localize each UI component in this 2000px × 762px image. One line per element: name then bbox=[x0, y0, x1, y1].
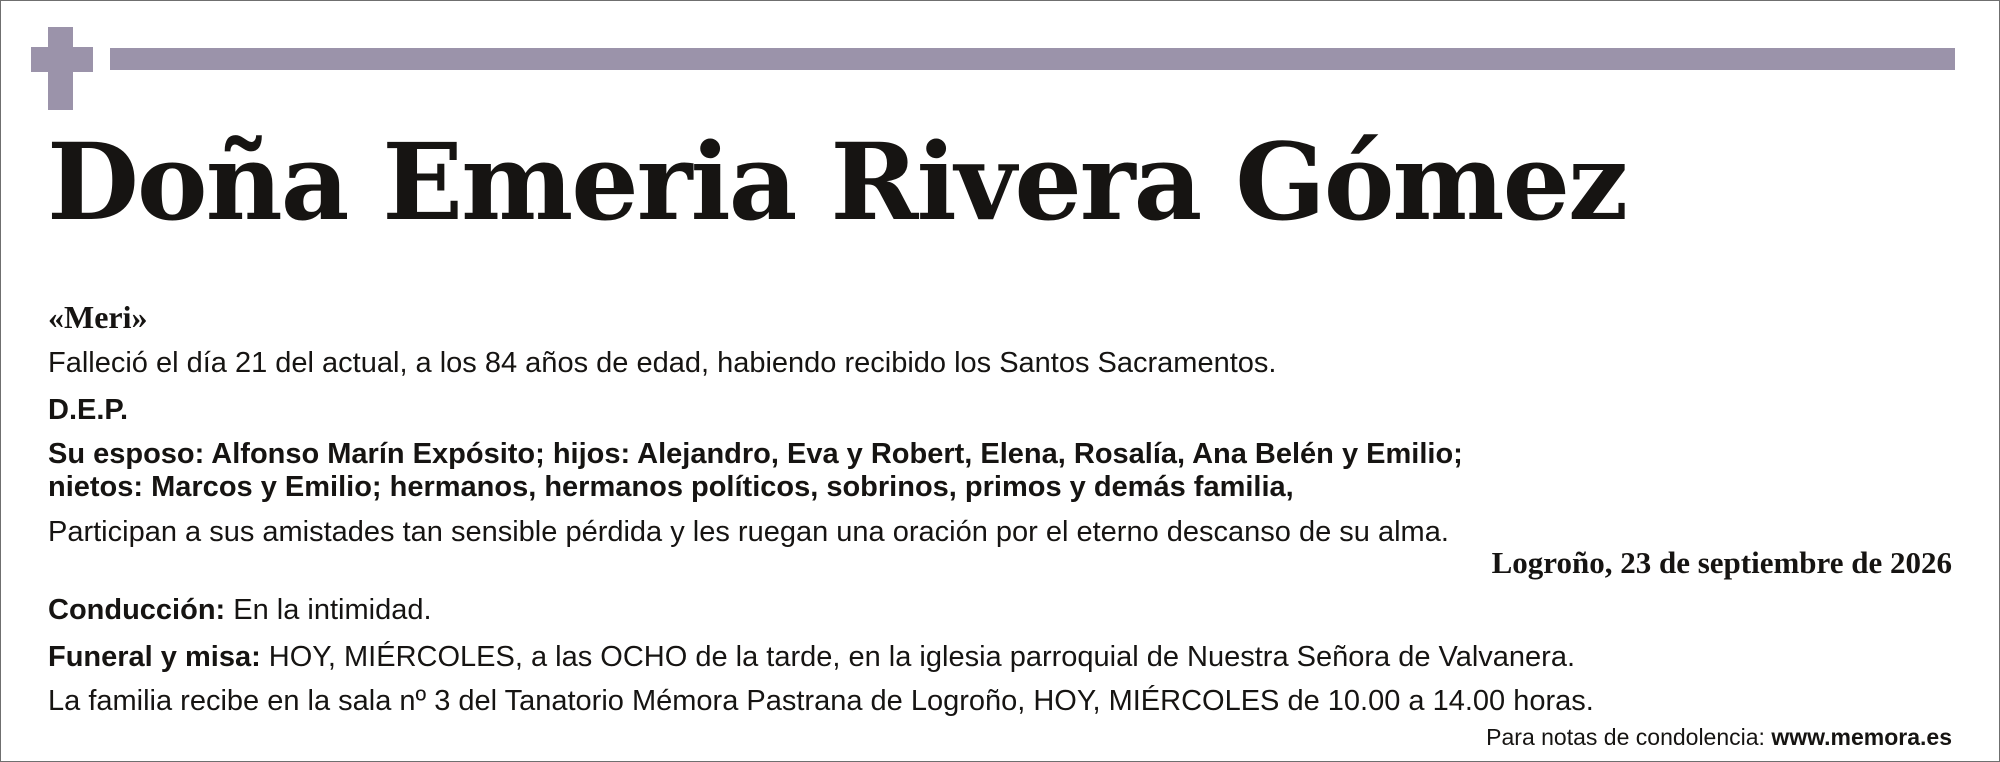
header-rule bbox=[110, 48, 1955, 70]
conduccion-label: Conducción: bbox=[48, 594, 226, 626]
condolence-label: Para notas de condolencia: bbox=[1486, 724, 1772, 750]
deceased-nickname: «Meri» bbox=[48, 299, 148, 335]
condolence-link[interactable]: www.memora.es bbox=[1771, 724, 1952, 750]
wake-info: La familia recibe en la sala nº 3 del Tanatorio Mémora Pastrana de Logroño, HOY, MIÉRCOLES de 10.00 a 14.00 horas. bbox=[48, 685, 1594, 717]
participation-text: Participan a sus amistades tan sensible pérdida y les ruegan una oración por el eterno descanso de su alma. bbox=[48, 516, 1449, 548]
condolence-line bbox=[1486, 726, 1952, 749]
death-notice: Falleció el día 21 del actual, a los 84 años de edad, habiendo recibido los Santos Sacramentos. bbox=[48, 347, 1277, 379]
deceased-name: Doña Emeria Rivera Gómez bbox=[47, 119, 1627, 244]
funeral-label: Funeral y misa: bbox=[48, 641, 261, 673]
funeral-line bbox=[48, 641, 1575, 674]
conduccion-text: En la intimidad. bbox=[225, 594, 432, 626]
cross-horizontal-bar bbox=[31, 47, 93, 72]
dep-text: D.E.P. bbox=[48, 394, 129, 426]
family-list-line-1: Su esposo: Alfonso Marín Expósito; hijos: Alejandro, Eva y Robert, Elena, Rosalía, Ana Belén y Emilio; bbox=[48, 438, 1463, 470]
funeral-text: HOY, MIÉRCOLES, a las OCHO de la tarde, en la iglesia parroquial de Nuestra Señora de Valvanera. bbox=[260, 641, 1576, 673]
family-list-line-2: nietos: Marcos y Emilio; hermanos, hermanos políticos, sobrinos, primos y demás familia, bbox=[48, 471, 1294, 503]
place-date: Logroño, 23 de septiembre de 2026 bbox=[1491, 545, 1952, 580]
conduccion-line bbox=[48, 594, 432, 627]
